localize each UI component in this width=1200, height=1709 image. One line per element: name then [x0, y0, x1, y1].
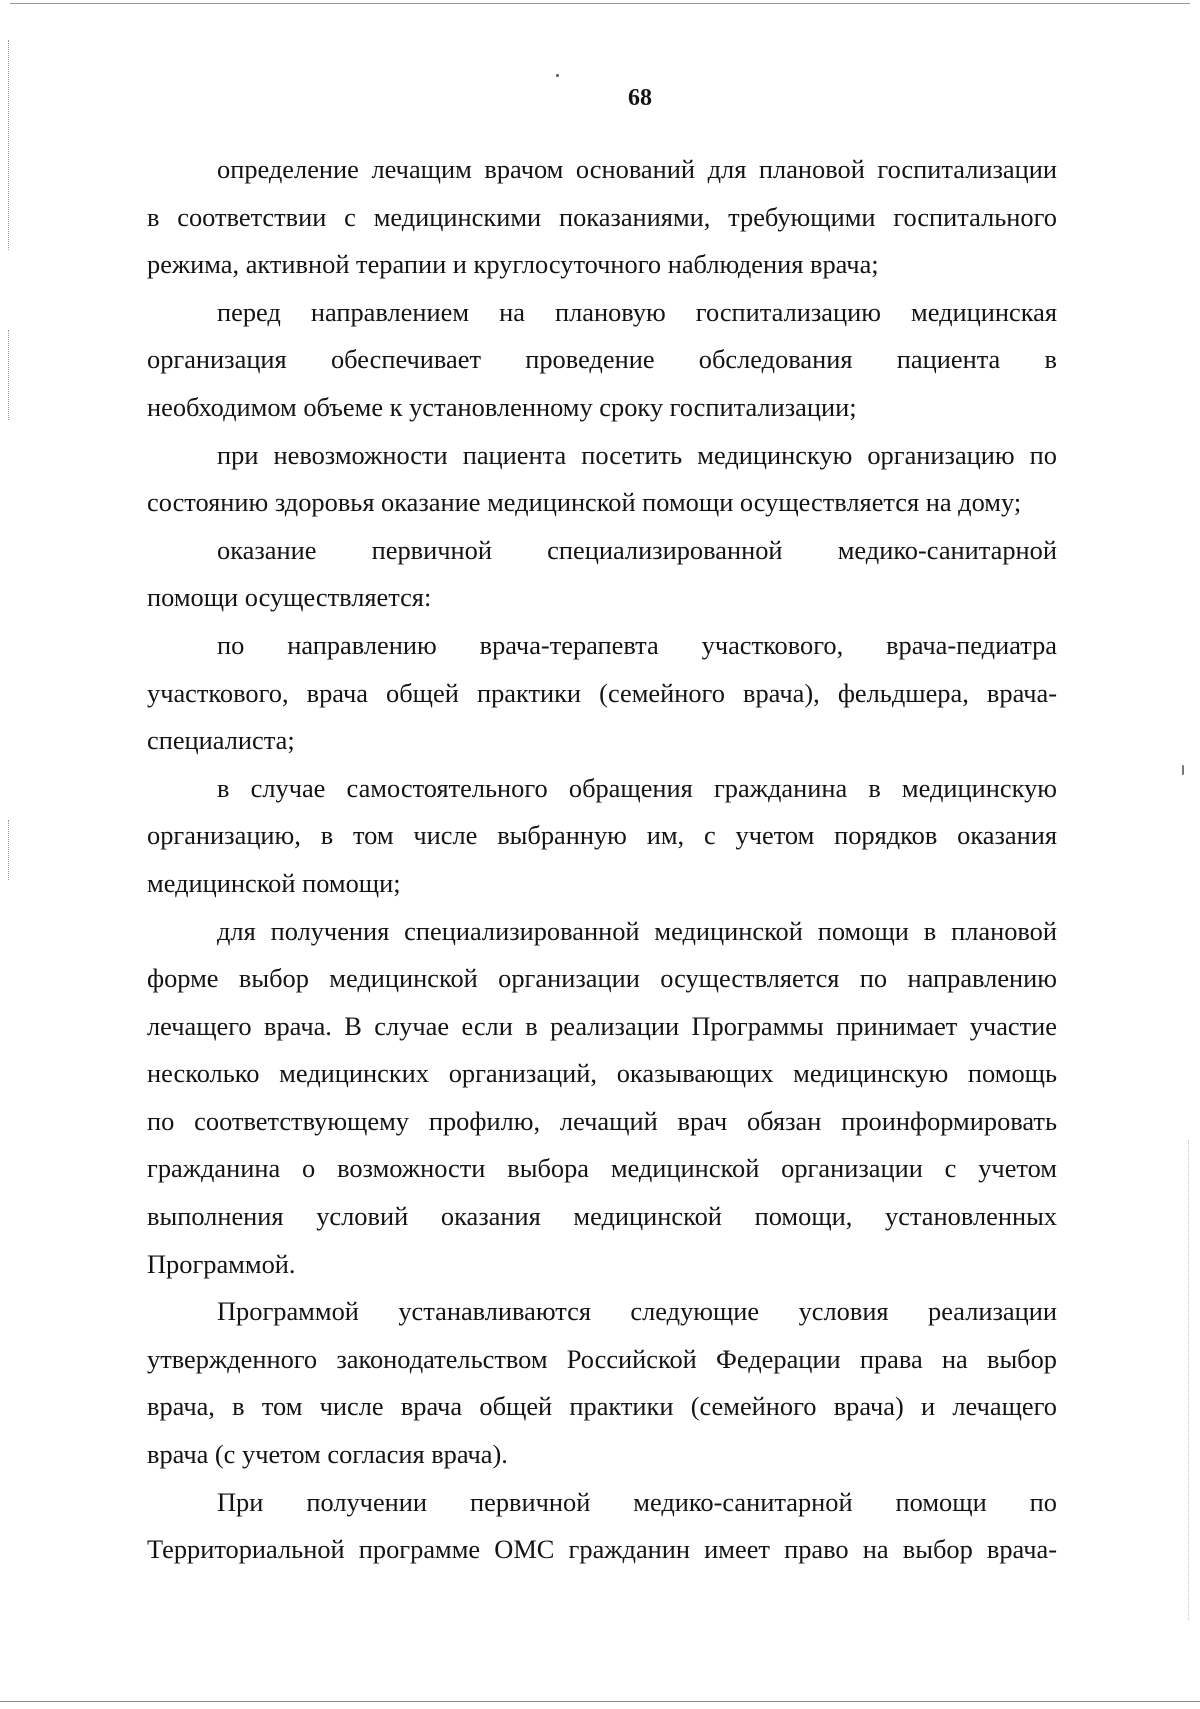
body-text	[147, 146, 1057, 1574]
text-line: организацию, в том числе выбранную им, с учетом порядков оказания	[147, 820, 1057, 851]
page-number: 68	[628, 85, 652, 111]
paragraph	[147, 622, 1057, 765]
scan-edge-right	[1188, 1140, 1189, 1620]
scan-edge-left	[8, 330, 9, 420]
paragraph	[147, 527, 1057, 622]
text-line: выполнения условий оказания медицинской помощи, установленных	[147, 1201, 1057, 1232]
text-line: форме выбор медицинской организации осуществляется по направлению	[147, 963, 1057, 994]
paragraph	[147, 1288, 1057, 1478]
text-line: врача, в том числе врача общей практики (семейного врача) и лечащего	[147, 1391, 1057, 1422]
paragraph	[147, 289, 1057, 432]
scan-edge-left	[8, 40, 9, 250]
text-line: по соответствующему профилю, лечащий врач обязан проинформировать	[147, 1105, 1057, 1136]
text-line: При получении первичной медико-санитарной помощи по	[217, 1486, 1057, 1517]
text-line: специалиста;	[147, 725, 295, 756]
text-line: Программой устанавливаются следующие условия реализации	[217, 1296, 1057, 1327]
text-line: гражданина о возможности выбора медицинской организации с учетом	[147, 1153, 1057, 1184]
text-line: по направлению врача-терапевта участкового, врача-педиатра	[217, 629, 1057, 660]
paragraph	[147, 1479, 1057, 1574]
text-line: медицинской помощи;	[147, 867, 401, 898]
paragraph	[147, 908, 1057, 1289]
text-line: помощи осуществляется:	[147, 582, 432, 613]
paragraph	[147, 432, 1057, 527]
paragraph	[147, 765, 1057, 908]
text-line: несколько медицинских организаций, оказывающих медицинскую помощь	[147, 1058, 1057, 1089]
scan-edge-top	[10, 3, 1190, 4]
scan-edge-left	[8, 820, 9, 880]
text-line: состоянию здоровья оказание медицинской помощи осуществляется на дому;	[147, 487, 1022, 518]
text-line: режима, активной терапии и круглосуточного наблюдения врача;	[147, 249, 879, 280]
scan-speck	[1182, 765, 1184, 775]
text-line: перед направлением на плановую госпитализацию медицинская	[217, 296, 1057, 327]
text-line: участкового, врача общей практики (семейного врача), фельдшера, врача-	[147, 677, 1057, 708]
text-line: при невозможности пациента посетить медицинскую организацию по	[217, 439, 1057, 470]
text-line: оказание первичной специализированной медико-санитарной	[217, 534, 1057, 565]
paragraph	[147, 146, 1057, 289]
text-line: необходимом объеме к установленному сроку госпитализации;	[147, 391, 857, 422]
text-line: для получения специализированной медицинской помощи в плановой	[217, 915, 1057, 946]
text-line: Территориальной программе ОМС гражданин имеет право на выбор врача-	[147, 1534, 1057, 1565]
text-line: в случае самостоятельного обращения гражданина в медицинскую	[217, 772, 1057, 803]
text-line: Программой.	[147, 1248, 296, 1279]
text-line: врача (с учетом согласия врача).	[147, 1439, 508, 1470]
text-line: организация обеспечивает проведение обследования пациента в	[147, 344, 1057, 375]
scan-edge-bottom	[0, 1701, 1200, 1702]
text-line: утвержденного законодательством Российской Федерации права на выбор	[147, 1343, 1057, 1374]
text-line: определение лечащим врачом оснований для плановой госпитализации	[217, 154, 1057, 184]
text-line: лечащего врача. В случае если в реализации Программы принимает участие	[147, 1010, 1057, 1041]
text-line: в соответствии с медицинскими показаниями, требующими госпитального	[147, 201, 1057, 232]
scan-speck	[556, 74, 559, 77]
